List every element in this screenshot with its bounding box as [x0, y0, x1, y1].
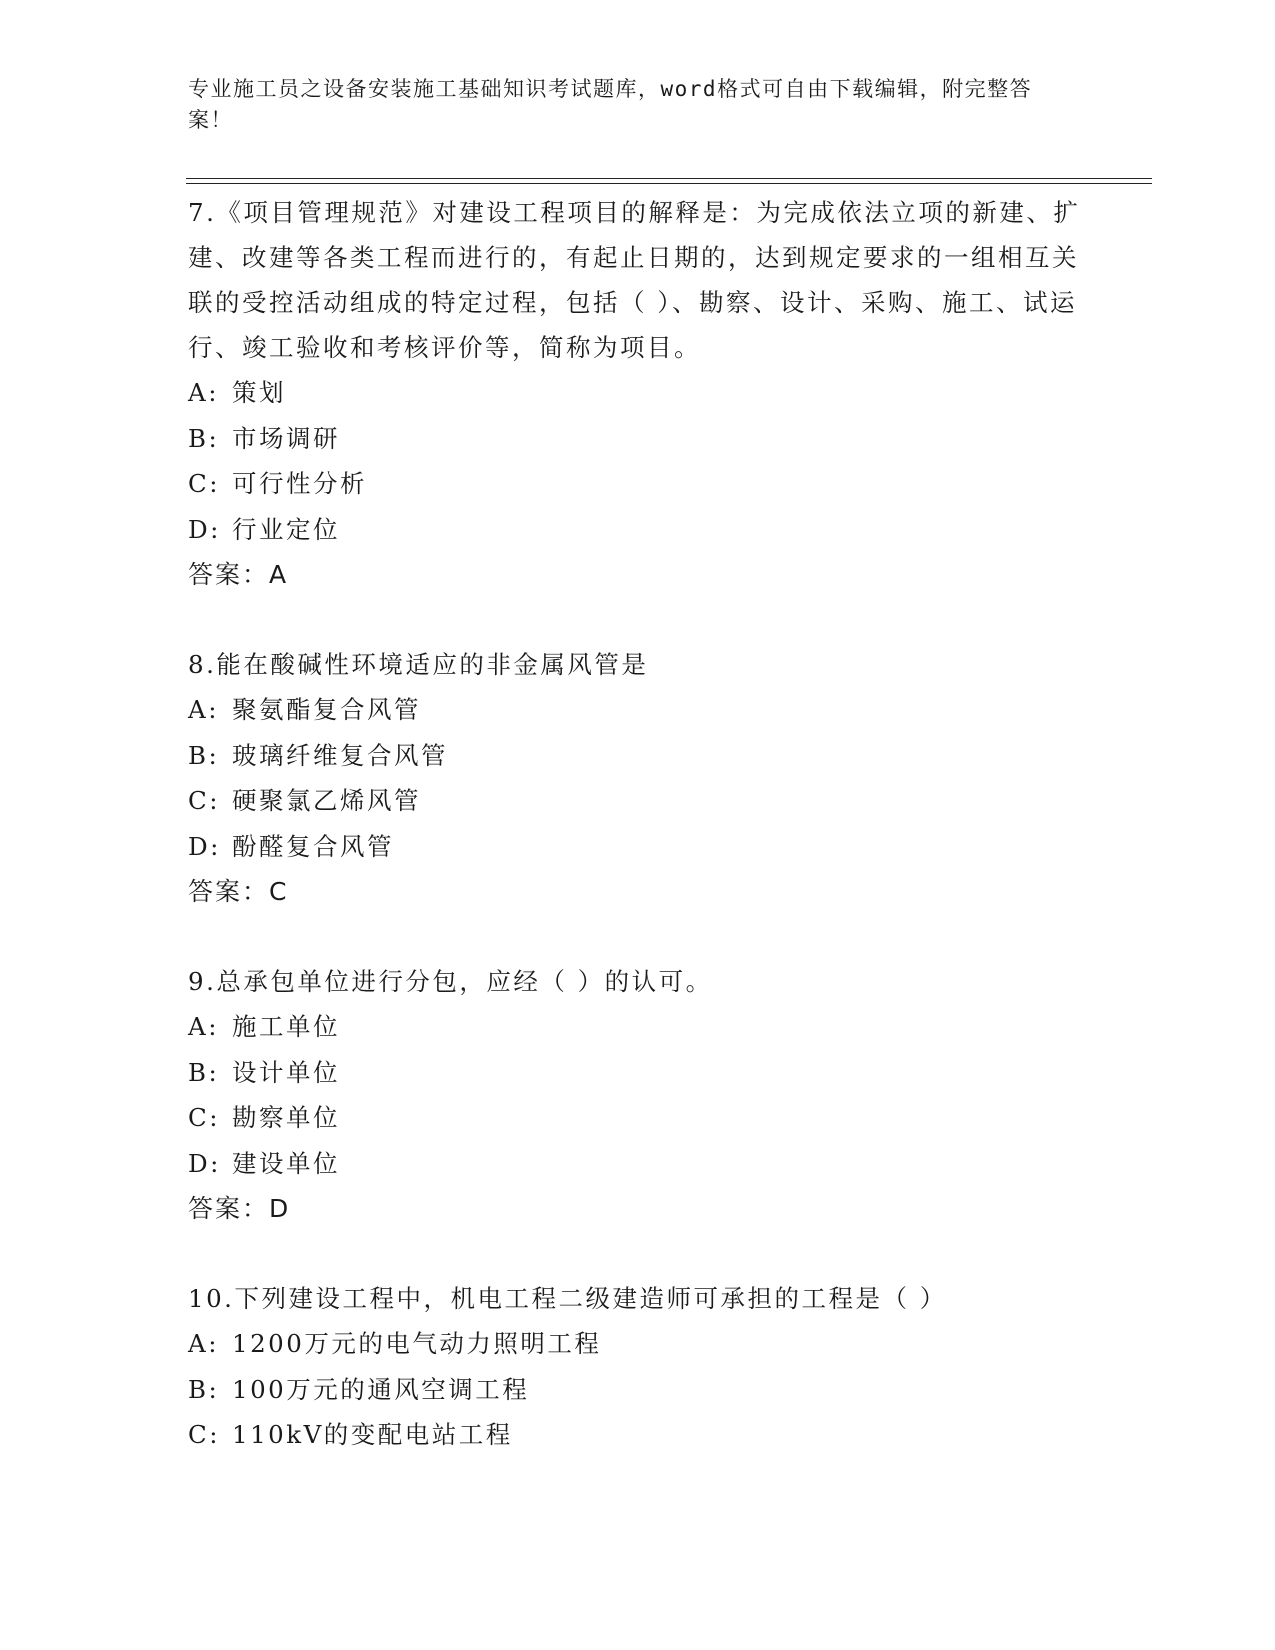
option-c	[188, 461, 1088, 507]
option-text: 施工单位	[232, 1012, 340, 1041]
question-text: 8.能在酸碱性环境适应的非金属风管是	[188, 650, 649, 679]
option-letter: B:	[188, 423, 220, 453]
header-divider-top	[186, 178, 1152, 179]
option-letter: A:	[188, 1329, 219, 1358]
question-8	[188, 642, 1088, 915]
option-c	[188, 1095, 1088, 1141]
option-b	[188, 733, 1088, 779]
question-text: 10.下列建设工程中，机电工程二级建造师可承担的工程是（ ）	[188, 1284, 947, 1313]
document-header: 专业施工员之设备安装施工基础知识考试题库，word格式可自由下载编辑，附完整答案！	[188, 77, 1033, 132]
option-text: 行业定位	[232, 514, 340, 544]
option-text: 建设单位	[232, 1148, 340, 1178]
option-text: 硬聚氯乙烯风管	[232, 786, 421, 815]
option-text: 酚醛复合风管	[232, 831, 394, 861]
option-a	[188, 1004, 1088, 1050]
option-a	[188, 687, 1088, 733]
answer-line: 答案：A	[188, 560, 289, 589]
question-text: 9.总承包单位进行分包，应经（ ）的认可。	[188, 967, 713, 996]
question-text: 7.《项目管理规范》对建设工程项目的解释是：为完成依法立项的新建、扩建、改建等各类工程而进行的，有起止日期的，达到规定要求的一组相互关联的受控活动组成的特定过程，包括（ ）、勘察、设计、采购、施工、试运行、竣工验收和考核评价等，简称为项目。	[188, 198, 1081, 362]
option-c	[188, 1412, 1088, 1458]
option-letter: C:	[188, 469, 221, 498]
answer-line: 答案：D	[188, 1194, 291, 1223]
option-a	[188, 1321, 1088, 1367]
question-10	[188, 1276, 1088, 1458]
option-text: 玻璃纤维复合风管	[232, 740, 448, 770]
option-text: 市场调研	[232, 423, 340, 453]
option-text: 勘察单位	[232, 1103, 340, 1132]
option-letter: D:	[188, 831, 221, 861]
option-text: 设计单位	[232, 1057, 340, 1087]
option-text: 110kV的变配电站工程	[232, 1420, 513, 1449]
option-d	[188, 824, 1088, 870]
option-letter: D:	[188, 514, 221, 544]
option-letter: B:	[188, 1374, 220, 1404]
option-letter: A:	[188, 695, 219, 724]
question-list	[188, 190, 1088, 1502]
option-letter: C:	[188, 1420, 221, 1449]
option-d	[188, 1141, 1088, 1187]
option-letter: A:	[188, 1012, 219, 1041]
option-b	[188, 1367, 1088, 1413]
question-9	[188, 959, 1088, 1232]
answer-line: 答案：C	[188, 877, 289, 906]
option-c	[188, 778, 1088, 824]
option-d	[188, 507, 1088, 553]
option-text: 100万元的通风空调工程	[232, 1374, 530, 1404]
option-b	[188, 1050, 1088, 1096]
option-letter: C:	[188, 1103, 221, 1132]
option-letter: C:	[188, 786, 221, 815]
header-divider-bottom	[186, 183, 1152, 184]
option-letter: B:	[188, 1057, 220, 1087]
option-letter: D:	[188, 1148, 221, 1178]
option-a	[188, 370, 1088, 416]
option-text: 策划	[232, 378, 286, 407]
option-b	[188, 416, 1088, 462]
option-letter: B:	[188, 740, 220, 770]
option-text: 1200万元的电气动力照明工程	[232, 1329, 602, 1358]
option-text: 可行性分析	[232, 469, 367, 498]
question-7	[188, 190, 1088, 598]
option-letter: A:	[188, 378, 219, 407]
option-text: 聚氨酯复合风管	[232, 695, 421, 724]
